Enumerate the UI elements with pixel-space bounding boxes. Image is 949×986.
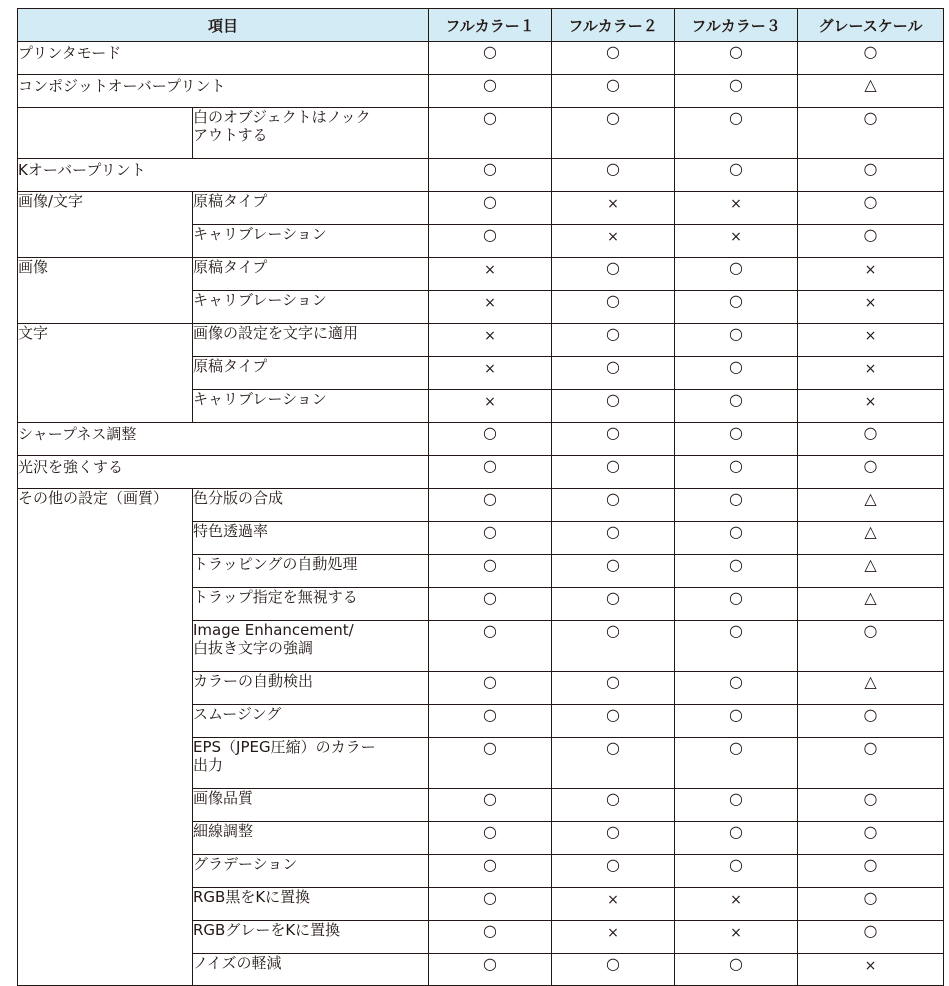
supported-mark: ○ xyxy=(863,192,878,211)
cell-mark xyxy=(675,954,798,986)
cell-mark xyxy=(675,705,798,738)
cell-mark xyxy=(675,456,798,489)
unsupported-mark: × xyxy=(730,925,742,941)
sub-item-label: 原稿タイプ xyxy=(193,357,429,390)
supported-mark: ○ xyxy=(863,108,878,127)
unsupported-mark: × xyxy=(607,229,619,245)
supported-mark: ○ xyxy=(483,954,497,973)
sub-item-label: グラデーション xyxy=(193,855,429,888)
cell-mark xyxy=(798,258,944,291)
supported-mark: ○ xyxy=(483,75,497,94)
supported-mark: ○ xyxy=(606,789,620,808)
sub-item-label: キャリブレーション xyxy=(193,291,429,324)
cell-mark xyxy=(429,423,552,456)
supported-mark: ○ xyxy=(483,522,497,541)
partial-mark: △ xyxy=(864,555,877,574)
supported-mark: ○ xyxy=(483,423,497,442)
unsupported-mark: × xyxy=(864,328,877,344)
cell-mark xyxy=(429,588,552,621)
sub-item-label: 画像の設定を文字に適用 xyxy=(193,324,429,357)
supported-mark: ○ xyxy=(729,738,743,757)
cell-mark xyxy=(552,489,675,522)
table-row xyxy=(18,192,944,225)
cell-mark xyxy=(675,324,798,357)
supported-mark: ○ xyxy=(606,390,620,409)
cell-mark xyxy=(798,390,944,423)
supported-mark: ○ xyxy=(863,423,878,442)
group-label: コンポジットオーバープリント xyxy=(18,75,429,108)
cell-mark xyxy=(675,621,798,672)
cell-mark xyxy=(552,921,675,954)
unsupported-mark: × xyxy=(484,394,496,410)
group-label: その他の設定（画質） xyxy=(18,489,193,986)
unsupported-mark: × xyxy=(484,295,496,311)
cell-mark xyxy=(798,291,944,324)
cell-mark xyxy=(429,258,552,291)
cell-mark xyxy=(429,921,552,954)
supported-mark: ○ xyxy=(729,108,743,127)
supported-mark: ○ xyxy=(729,291,743,310)
cell-mark xyxy=(552,357,675,390)
supported-mark: ○ xyxy=(863,822,878,841)
supported-mark: ○ xyxy=(483,456,497,475)
supported-mark: ○ xyxy=(863,705,878,724)
unsupported-mark: × xyxy=(864,295,877,311)
cell-mark xyxy=(429,42,552,75)
cell-mark xyxy=(675,588,798,621)
group-label: プリンタモード xyxy=(18,42,429,75)
partial-mark: △ xyxy=(864,672,877,691)
sub-item-label: 特色透過率 xyxy=(193,522,429,555)
cell-mark xyxy=(552,621,675,672)
supported-mark: ○ xyxy=(729,855,743,874)
unsupported-mark: × xyxy=(864,262,877,278)
sub-item-label: RGB黒をKに置換 xyxy=(193,888,429,921)
cell-mark xyxy=(429,672,552,705)
cell-mark xyxy=(675,555,798,588)
supported-mark: ○ xyxy=(863,225,878,244)
unsupported-mark: × xyxy=(484,328,496,344)
cell-mark xyxy=(552,75,675,108)
partial-mark: △ xyxy=(864,522,877,541)
sub-item-label: 原稿タイプ xyxy=(193,258,429,291)
cell-mark xyxy=(798,954,944,986)
supported-mark: ○ xyxy=(483,705,497,724)
supported-mark: ○ xyxy=(606,705,620,724)
table-row xyxy=(18,324,944,357)
table-row xyxy=(18,489,944,522)
cell-mark xyxy=(675,672,798,705)
cell-mark xyxy=(552,324,675,357)
supported-mark: ○ xyxy=(863,159,878,178)
supported-mark: ○ xyxy=(606,621,620,640)
cell-mark xyxy=(798,789,944,822)
unsupported-mark: × xyxy=(864,361,877,377)
supported-mark: ○ xyxy=(606,555,620,574)
cell-mark xyxy=(552,588,675,621)
supported-mark: ○ xyxy=(606,822,620,841)
supported-mark: ○ xyxy=(729,954,743,973)
cell-mark xyxy=(429,192,552,225)
supported-mark: ○ xyxy=(483,192,497,211)
sub-item-label: トラッピングの自動処理 xyxy=(193,555,429,588)
supported-mark: ○ xyxy=(729,822,743,841)
header-fullcolor-3: フルカラー３ xyxy=(675,9,798,42)
cell-mark xyxy=(552,390,675,423)
cell-mark xyxy=(429,855,552,888)
cell-mark xyxy=(429,954,552,986)
cell-mark xyxy=(552,291,675,324)
header-row xyxy=(18,9,944,42)
cell-mark xyxy=(429,705,552,738)
supported-mark: ○ xyxy=(483,789,497,808)
table-row xyxy=(18,42,944,75)
cell-mark xyxy=(552,522,675,555)
sub-item-label: 画像品質 xyxy=(193,789,429,822)
cell-mark xyxy=(429,75,552,108)
supported-mark: ○ xyxy=(606,159,620,178)
supported-mark: ○ xyxy=(606,423,620,442)
sub-item-label: 細線調整 xyxy=(193,822,429,855)
supported-mark: ○ xyxy=(483,555,497,574)
cell-mark xyxy=(798,522,944,555)
sub-item-label: 色分版の合成 xyxy=(193,489,429,522)
supported-mark: ○ xyxy=(606,672,620,691)
cell-mark xyxy=(429,738,552,789)
cell-mark xyxy=(798,921,944,954)
sub-item-label: Image Enhancement/ 白抜き文字の強調 xyxy=(193,621,429,672)
cell-mark xyxy=(429,456,552,489)
cell-mark xyxy=(675,423,798,456)
cell-mark xyxy=(552,738,675,789)
cell-mark xyxy=(798,159,944,192)
cell-mark xyxy=(798,822,944,855)
cell-mark xyxy=(429,357,552,390)
supported-mark: ○ xyxy=(483,108,497,127)
table-row xyxy=(18,258,944,291)
supported-mark: ○ xyxy=(606,855,620,874)
supported-mark: ○ xyxy=(606,108,620,127)
cell-mark xyxy=(798,423,944,456)
supported-mark: ○ xyxy=(729,423,743,442)
supported-mark: ○ xyxy=(729,324,743,343)
supported-mark: ○ xyxy=(863,456,878,475)
supported-mark: ○ xyxy=(483,672,497,691)
header-fullcolor-1: フルカラー１ xyxy=(429,9,552,42)
supported-mark: ○ xyxy=(483,822,497,841)
cell-mark xyxy=(675,390,798,423)
table-row xyxy=(18,456,944,489)
cell-mark xyxy=(429,108,552,159)
supported-mark: ○ xyxy=(729,357,743,376)
unsupported-mark: × xyxy=(864,958,877,974)
cell-mark xyxy=(675,738,798,789)
group-continuation xyxy=(18,108,193,159)
sub-item-label: 原稿タイプ xyxy=(193,192,429,225)
supported-mark: ○ xyxy=(483,225,497,244)
unsupported-mark: × xyxy=(607,925,619,941)
cell-mark xyxy=(429,225,552,258)
supported-mark: ○ xyxy=(863,855,878,874)
supported-mark: ○ xyxy=(729,555,743,574)
cell-mark xyxy=(675,789,798,822)
cell-mark xyxy=(552,888,675,921)
supported-mark: ○ xyxy=(606,258,620,277)
sub-item-label: 白のオブジェクトはノック アウトする xyxy=(193,108,429,159)
supported-mark: ○ xyxy=(863,789,878,808)
cell-mark xyxy=(552,855,675,888)
supported-mark: ○ xyxy=(483,855,497,874)
supported-mark: ○ xyxy=(606,489,620,508)
supported-mark: ○ xyxy=(863,738,878,757)
supported-mark: ○ xyxy=(863,888,878,907)
sub-item-label: キャリブレーション xyxy=(193,390,429,423)
supported-mark: ○ xyxy=(729,258,743,277)
cell-mark xyxy=(798,456,944,489)
partial-mark: △ xyxy=(864,588,877,607)
table-row xyxy=(18,75,944,108)
supported-mark: ○ xyxy=(606,588,620,607)
supported-mark: ○ xyxy=(606,522,620,541)
supported-mark: ○ xyxy=(729,522,743,541)
cell-mark xyxy=(798,705,944,738)
supported-mark: ○ xyxy=(606,42,620,61)
cell-mark xyxy=(798,888,944,921)
supported-mark: ○ xyxy=(606,738,620,757)
supported-mark: ○ xyxy=(729,789,743,808)
supported-mark: ○ xyxy=(483,621,497,640)
group-label: Kオーバープリント xyxy=(18,159,429,192)
supported-mark: ○ xyxy=(483,888,497,907)
supported-mark: ○ xyxy=(483,588,497,607)
supported-mark: ○ xyxy=(729,75,743,94)
cell-mark xyxy=(798,357,944,390)
cell-mark xyxy=(552,192,675,225)
cell-mark xyxy=(798,621,944,672)
cell-mark xyxy=(798,555,944,588)
sub-item-label: RGBグレーをKに置換 xyxy=(193,921,429,954)
cell-mark xyxy=(798,672,944,705)
cell-mark xyxy=(552,258,675,291)
cell-mark xyxy=(675,192,798,225)
cell-mark xyxy=(798,192,944,225)
cell-mark xyxy=(675,888,798,921)
cell-mark xyxy=(552,954,675,986)
cell-mark xyxy=(429,555,552,588)
group-label: 画像/文字 xyxy=(18,192,193,258)
cell-mark xyxy=(552,789,675,822)
cell-mark xyxy=(552,822,675,855)
cell-mark xyxy=(798,108,944,159)
supported-mark: ○ xyxy=(606,954,620,973)
unsupported-mark: × xyxy=(607,196,619,212)
cell-mark xyxy=(675,522,798,555)
supported-mark: ○ xyxy=(729,621,743,640)
cell-mark xyxy=(429,159,552,192)
cell-mark xyxy=(675,822,798,855)
cell-mark xyxy=(798,225,944,258)
unsupported-mark: × xyxy=(607,892,619,908)
table-row xyxy=(18,159,944,192)
cell-mark xyxy=(798,324,944,357)
supported-mark: ○ xyxy=(606,324,620,343)
cell-mark xyxy=(429,489,552,522)
cell-mark xyxy=(429,324,552,357)
cell-mark xyxy=(552,108,675,159)
sub-item-label: トラップ指定を無視する xyxy=(193,588,429,621)
cell-mark xyxy=(552,555,675,588)
supported-mark: ○ xyxy=(606,357,620,376)
sub-item-label: EPS（JPEG圧縮）のカラー 出力 xyxy=(193,738,429,789)
supported-mark: ○ xyxy=(729,456,743,475)
sub-item-label: キャリブレーション xyxy=(193,225,429,258)
group-label: 光沢を強くする xyxy=(18,456,429,489)
cell-mark xyxy=(552,423,675,456)
sub-item-label: ノイズの軽減 xyxy=(193,954,429,986)
supported-mark: ○ xyxy=(729,390,743,409)
cell-mark xyxy=(429,888,552,921)
supported-mark: ○ xyxy=(729,672,743,691)
cell-mark xyxy=(429,789,552,822)
cell-mark xyxy=(798,75,944,108)
supported-mark: ○ xyxy=(606,456,620,475)
cell-mark xyxy=(675,42,798,75)
cell-mark xyxy=(675,75,798,108)
unsupported-mark: × xyxy=(730,229,742,245)
unsupported-mark: × xyxy=(864,394,877,410)
cell-mark xyxy=(552,705,675,738)
cell-mark xyxy=(429,522,552,555)
unsupported-mark: × xyxy=(484,361,496,377)
cell-mark xyxy=(429,291,552,324)
cell-mark xyxy=(552,672,675,705)
cell-mark xyxy=(675,291,798,324)
cell-mark xyxy=(429,390,552,423)
supported-mark: ○ xyxy=(483,489,497,508)
cell-mark xyxy=(675,489,798,522)
header-item: 項目 xyxy=(18,9,429,42)
supported-mark: ○ xyxy=(729,489,743,508)
supported-mark: ○ xyxy=(729,588,743,607)
cell-mark xyxy=(798,42,944,75)
unsupported-mark: × xyxy=(730,196,742,212)
partial-mark: △ xyxy=(864,75,877,94)
sub-item-label: スムージング xyxy=(193,705,429,738)
unsupported-mark: × xyxy=(730,892,742,908)
group-label: 文字 xyxy=(18,324,193,423)
cell-mark xyxy=(552,42,675,75)
cell-mark xyxy=(675,108,798,159)
supported-mark: ○ xyxy=(729,159,743,178)
table-row xyxy=(18,108,944,159)
settings-compatibility-table xyxy=(17,8,944,986)
supported-mark: ○ xyxy=(729,42,743,61)
cell-mark xyxy=(675,855,798,888)
cell-mark xyxy=(675,357,798,390)
cell-mark xyxy=(798,738,944,789)
header-grayscale: グレースケール xyxy=(798,9,944,42)
cell-mark xyxy=(675,258,798,291)
supported-mark: ○ xyxy=(606,75,620,94)
supported-mark: ○ xyxy=(863,621,878,640)
supported-mark: ○ xyxy=(863,42,878,61)
cell-mark xyxy=(429,621,552,672)
header-fullcolor-2: フルカラー２ xyxy=(552,9,675,42)
cell-mark xyxy=(552,225,675,258)
supported-mark: ○ xyxy=(483,921,497,940)
supported-mark: ○ xyxy=(483,159,497,178)
cell-mark xyxy=(798,588,944,621)
cell-mark xyxy=(552,159,675,192)
cell-mark xyxy=(429,822,552,855)
sub-item-label: カラーの自動検出 xyxy=(193,672,429,705)
cell-mark xyxy=(798,855,944,888)
supported-mark: ○ xyxy=(483,42,497,61)
supported-mark: ○ xyxy=(483,738,497,757)
cell-mark xyxy=(675,159,798,192)
partial-mark: △ xyxy=(864,489,877,508)
cell-mark xyxy=(552,456,675,489)
cell-mark xyxy=(798,489,944,522)
supported-mark: ○ xyxy=(606,291,620,310)
group-label: 画像 xyxy=(18,258,193,324)
unsupported-mark: × xyxy=(484,262,496,278)
supported-mark: ○ xyxy=(729,705,743,724)
cell-mark xyxy=(675,225,798,258)
table-row xyxy=(18,423,944,456)
group-label: シャープネス調整 xyxy=(18,423,429,456)
cell-mark xyxy=(675,921,798,954)
supported-mark: ○ xyxy=(863,921,878,940)
